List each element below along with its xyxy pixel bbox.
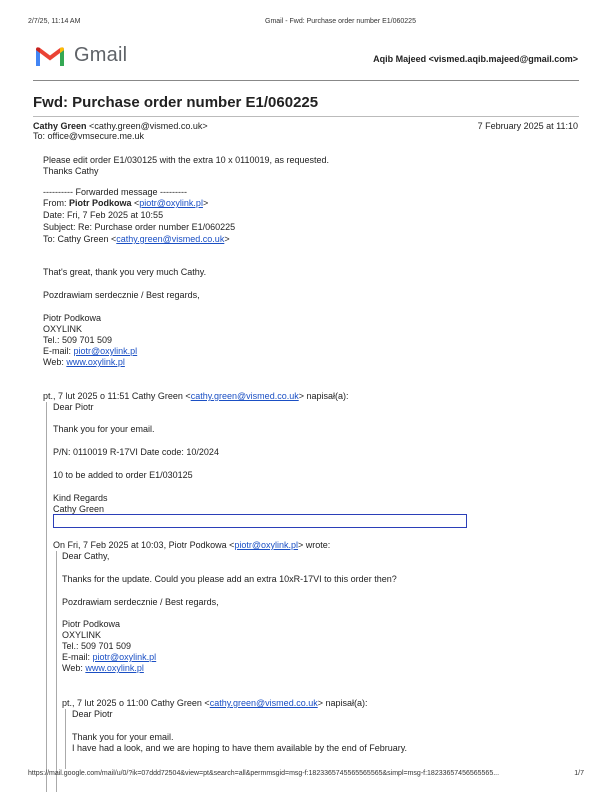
subject-divider xyxy=(33,116,579,117)
print-page-number: 1/7 xyxy=(574,770,584,777)
quote1-note: 10 to be added to order E1/030125 xyxy=(53,470,193,480)
message-to: To: office@vmsecure.me.uk xyxy=(33,131,145,141)
quote1-kind: Kind Regards xyxy=(53,493,108,503)
quote1-greeting: Dear Piotr xyxy=(53,402,94,412)
quote3-bar xyxy=(65,709,66,769)
quote2-sig-name: Piotr Podkowa xyxy=(62,619,121,629)
forward-from: From: Piotr Podkowa <piotr@oxylink.pl> xyxy=(43,198,209,208)
reply1-sig-email-link[interactable]: piotr@oxylink.pl xyxy=(73,346,138,356)
quote2-bar xyxy=(56,551,57,792)
gmail-logo[interactable] xyxy=(34,44,127,68)
quote1-thanks: Thank you for your email. xyxy=(53,424,155,434)
quote2-email-link[interactable]: piotr@oxylink.pl xyxy=(234,540,299,550)
print-url: https://mail.google.com/mail/u/0/?ik=07ddd72504&view=pt&search=all&permmsgid=msg-f:1823365745565565565&simpl=msg-f:18233657456565565... xyxy=(28,770,500,777)
forward-to-email-link[interactable]: cathy.green@vismed.co.uk xyxy=(116,234,225,244)
signature-highlight-box xyxy=(53,514,467,528)
quote1-email-link[interactable]: cathy.green@vismed.co.uk xyxy=(190,391,299,401)
quote1-pn: P/N: 0110019 R-17VI Date code: 10/2024 xyxy=(53,447,219,457)
forward-subject: Subject: Re: Purchase order number E1/060225 xyxy=(43,222,236,232)
quote3-email-link[interactable]: cathy.green@vismed.co.uk xyxy=(209,698,318,708)
print-page-title: Gmail - Fwd: Purchase order number E1/060225 xyxy=(265,18,416,25)
quote1-name: Cathy Green xyxy=(53,504,105,514)
sender-name: Cathy Green xyxy=(33,121,87,131)
body-line-1: Please edit order E1/030125 with the extra 10 x 0110019, as requested. xyxy=(43,155,330,165)
quote2-sig-email: E-mail: piotr@oxylink.pl xyxy=(62,652,157,662)
sender-line: Cathy Green <cathy.green@vismed.co.uk> xyxy=(33,121,208,131)
forward-from-name: Piotr Podkowa xyxy=(69,198,132,208)
account-label: Aqib Majeed <vismed.aqib.majeed@gmail.com> xyxy=(373,54,578,64)
quote2-body: Thanks for the update. Could you please add an extra 10xR-17VI to this order then? xyxy=(62,574,397,584)
quote2-attribution: On Fri, 7 Feb 2025 at 10:03, Piotr Podkowa <piotr@oxylink.pl> wrote: xyxy=(53,540,331,550)
quote2-sig-tel: Tel.: 509 701 509 xyxy=(62,641,132,651)
sender-email: cathy.green@vismed.co.uk xyxy=(94,121,203,131)
forward-to: To: Cathy Green <cathy.green@vismed.co.uk> xyxy=(43,234,230,244)
quote3-thanks: Thank you for your email. xyxy=(72,732,174,742)
reply1-regards: Pozdrawiam serdecznie / Best regards, xyxy=(43,290,200,300)
reply1-sig-name: Piotr Podkowa xyxy=(43,313,102,323)
reply1-sig-web: Web: www.oxylink.pl xyxy=(43,357,125,367)
quote2-sig-email-link[interactable]: piotr@oxylink.pl xyxy=(92,652,157,662)
quote3-greeting: Dear Piotr xyxy=(72,709,113,719)
reply1-sig-web-link[interactable]: www.oxylink.pl xyxy=(66,357,125,367)
body-line-2: Thanks Cathy xyxy=(43,166,99,176)
reply1-sig-company: OXYLINK xyxy=(43,324,83,334)
quote1-bar xyxy=(46,402,47,792)
quote2-sig-web: Web: www.oxylink.pl xyxy=(62,663,144,673)
quote2-regards: Pozdrawiam serdecznie / Best regards, xyxy=(62,597,219,607)
gmail-m-icon xyxy=(34,44,66,68)
forward-date: Date: Fri, 7 Feb 2025 at 10:55 xyxy=(43,210,164,220)
subject-heading: Fwd: Purchase order number E1/060225 xyxy=(33,94,319,111)
forward-from-email-link[interactable]: piotr@oxylink.pl xyxy=(139,198,203,208)
quote2-greeting: Dear Cathy, xyxy=(62,551,110,561)
quote2-sig-web-link[interactable]: www.oxylink.pl xyxy=(85,663,144,673)
reply1-sig-tel: Tel.: 509 701 509 xyxy=(43,335,113,345)
gmail-wordmark: Gmail xyxy=(74,44,128,67)
quote3-attribution: pt., 7 lut 2025 o 11:00 Cathy Green <cathy.green@vismed.co.uk> napisał(a): xyxy=(62,698,368,708)
header-divider xyxy=(33,80,579,81)
reply1-greeting: That's great, thank you very much Cathy. xyxy=(43,267,207,277)
forward-divider: ---------- Forwarded message --------- xyxy=(43,187,187,197)
print-datetime: 2/7/25, 11:14 AM xyxy=(28,18,81,25)
message-date: 7 February 2025 at 11:10 xyxy=(477,121,578,131)
quote2-sig-company: OXYLINK xyxy=(62,630,102,640)
quote1-attribution: pt., 7 lut 2025 o 11:51 Cathy Green <cathy.green@vismed.co.uk> napisał(a): xyxy=(43,391,349,401)
quote3-body: I have had a look, and we are hoping to have them available by the end of February. xyxy=(72,743,408,753)
reply1-sig-email: E-mail: piotr@oxylink.pl xyxy=(43,346,138,356)
